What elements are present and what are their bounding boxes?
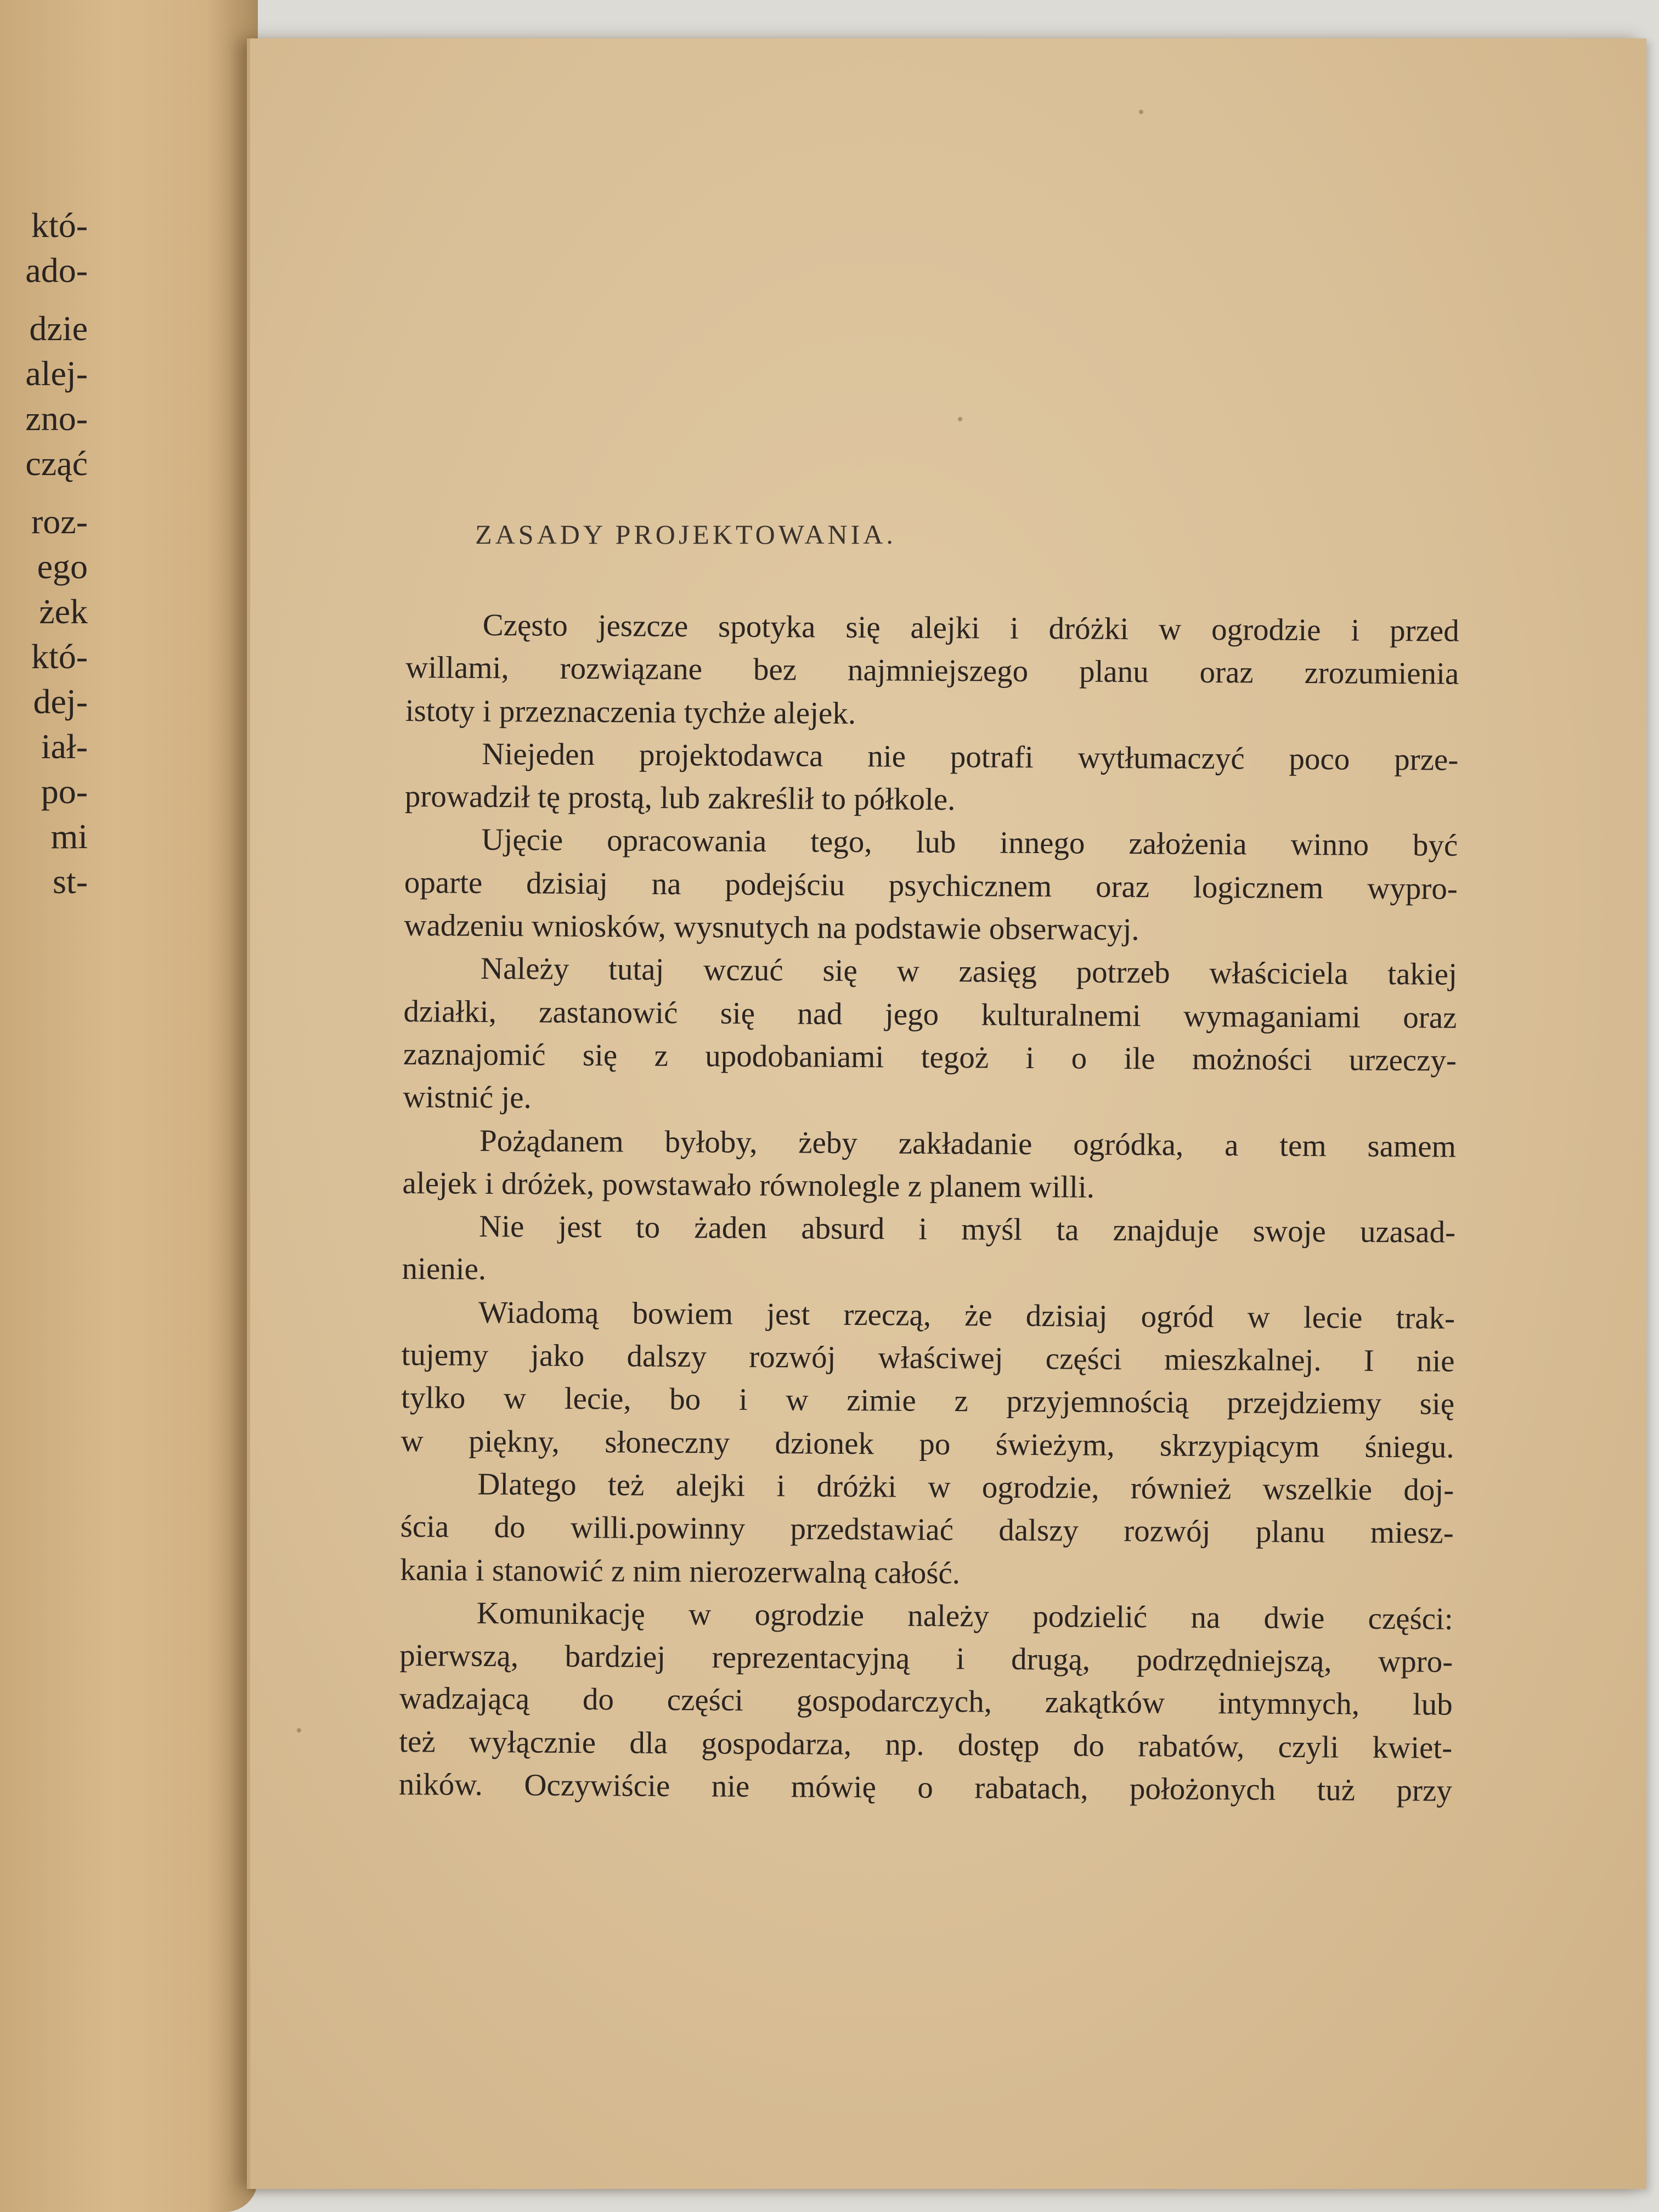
text-line: Pożądanem byłoby, żeby zakładanie ogródka, a tem samem xyxy=(479,1123,1457,1164)
text-line: Komunikację w ogrodzie należy podzielić na dwie części: xyxy=(476,1595,1453,1637)
text-line: ścia do willi.powinny przedstawiać dalszy rozwój planu miesz- xyxy=(400,1509,1454,1550)
text-line: Nie jest to żaden absurd i myśl ta znajduje swoje uzasad- xyxy=(478,1209,1456,1250)
text-line: kania i stanowić z nim nierozerwalną całość. xyxy=(400,1552,961,1590)
left-fragment-line: któ- xyxy=(31,206,88,245)
text-line: oparte dzisiaj na podejściu psychicznem oraz logicznem wypro- xyxy=(404,865,1458,906)
left-fragment-line: mi xyxy=(50,817,88,856)
text-line: willami, rozwiązane bez najmniejszego planu oraz zrozumienia xyxy=(405,650,1459,692)
body-text xyxy=(399,603,1459,1813)
text-line: pierwszą, bardziej reprezentacyjną i drugą, podrzędniejszą, wpro- xyxy=(399,1638,1453,1679)
text-line: działki, zastanowić się nad jego kulturalnemi wymaganiami oraz xyxy=(403,994,1457,1035)
left-fragment-line: dej- xyxy=(33,682,88,721)
left-fragment-line: st- xyxy=(53,862,88,901)
text-line: tylko w lecie, bo i w zimie z przyjemnością przejdziemy się xyxy=(400,1380,1455,1422)
paper-speck xyxy=(958,417,962,421)
left-page-text-fragments xyxy=(0,203,88,904)
text-line: ników. Oczywiście nie mówię o rabatach, położonych tuż przy xyxy=(398,1767,1453,1808)
text-line: tujemy jako dalszy rozwój właściwej części mieszkalnej. I nie xyxy=(401,1338,1455,1379)
left-fragment-line: dzie xyxy=(29,309,88,348)
text-line: Często jeszcze spotyka się alejki i dróżki w ogrodzie i przed xyxy=(482,607,1459,648)
left-fragment-line: po- xyxy=(41,772,88,811)
text-line: Wiadomą bowiem jest rzeczą, że dzisiaj ogród w lecie trak- xyxy=(478,1295,1455,1336)
fragment-gap xyxy=(0,486,88,499)
text-line: w piękny, słoneczny dzionek po świeżym, skrzypiącym śniegu. xyxy=(400,1423,1454,1465)
left-fragment-line: roz- xyxy=(31,502,88,541)
paper-speck xyxy=(1139,110,1143,114)
paper-speck xyxy=(297,1728,301,1733)
text-line: zaznajomić się z upodobaniami tegoż i o ile możności urzeczy- xyxy=(403,1036,1457,1078)
text-line: alejek i dróżek, powstawało równolegle z planem willi. xyxy=(402,1165,1095,1205)
text-line: Niejeden projektodawca nie potrafi wytłumaczyć poco prze- xyxy=(482,736,1459,777)
text-line: Dlatego też alejki i dróżki w ogrodzie, również wszelkie doj- xyxy=(477,1466,1454,1508)
left-fragment-line: iał- xyxy=(41,727,88,766)
text-line: wadzającą do części gospodarczych, zakątków intymnych, lub xyxy=(399,1681,1453,1723)
text-line: wadzeniu wniosków, wysnutych na podstawie obserwacyj. xyxy=(404,908,1139,947)
left-fragment-line: któ- xyxy=(31,637,88,676)
fragment-gap xyxy=(0,293,88,306)
left-fragment-line: cząć xyxy=(25,444,88,483)
left-fragment-line: alej- xyxy=(25,354,88,393)
text-line: Ujęcie opracowania tego, lub innego założenia winno być xyxy=(481,822,1458,864)
chapter-heading: ZASADY PROJEKTOWANIA. xyxy=(475,519,896,550)
left-fragment-line: zno- xyxy=(25,399,88,438)
text-line: nienie. xyxy=(402,1251,487,1287)
left-fragment-line: żek xyxy=(39,592,88,631)
text-line: wistnić je. xyxy=(403,1080,532,1115)
text-line: prowadził tę prostą, lub zakreślił to półkole. xyxy=(404,779,956,817)
left-fragment-line: ado- xyxy=(25,251,88,290)
left-fragment-line: ego xyxy=(37,547,88,586)
text-line: Należy tutaj wczuć się w zasięg potrzeb właściciela takiej xyxy=(480,951,1458,992)
text-line: istoty i przeznaczenia tychże alejek. xyxy=(405,693,856,731)
left-page xyxy=(0,0,258,2212)
text-line: też wyłącznie dla gospodarza, np. dostęp do rabatów, czyli kwiet- xyxy=(399,1724,1453,1765)
